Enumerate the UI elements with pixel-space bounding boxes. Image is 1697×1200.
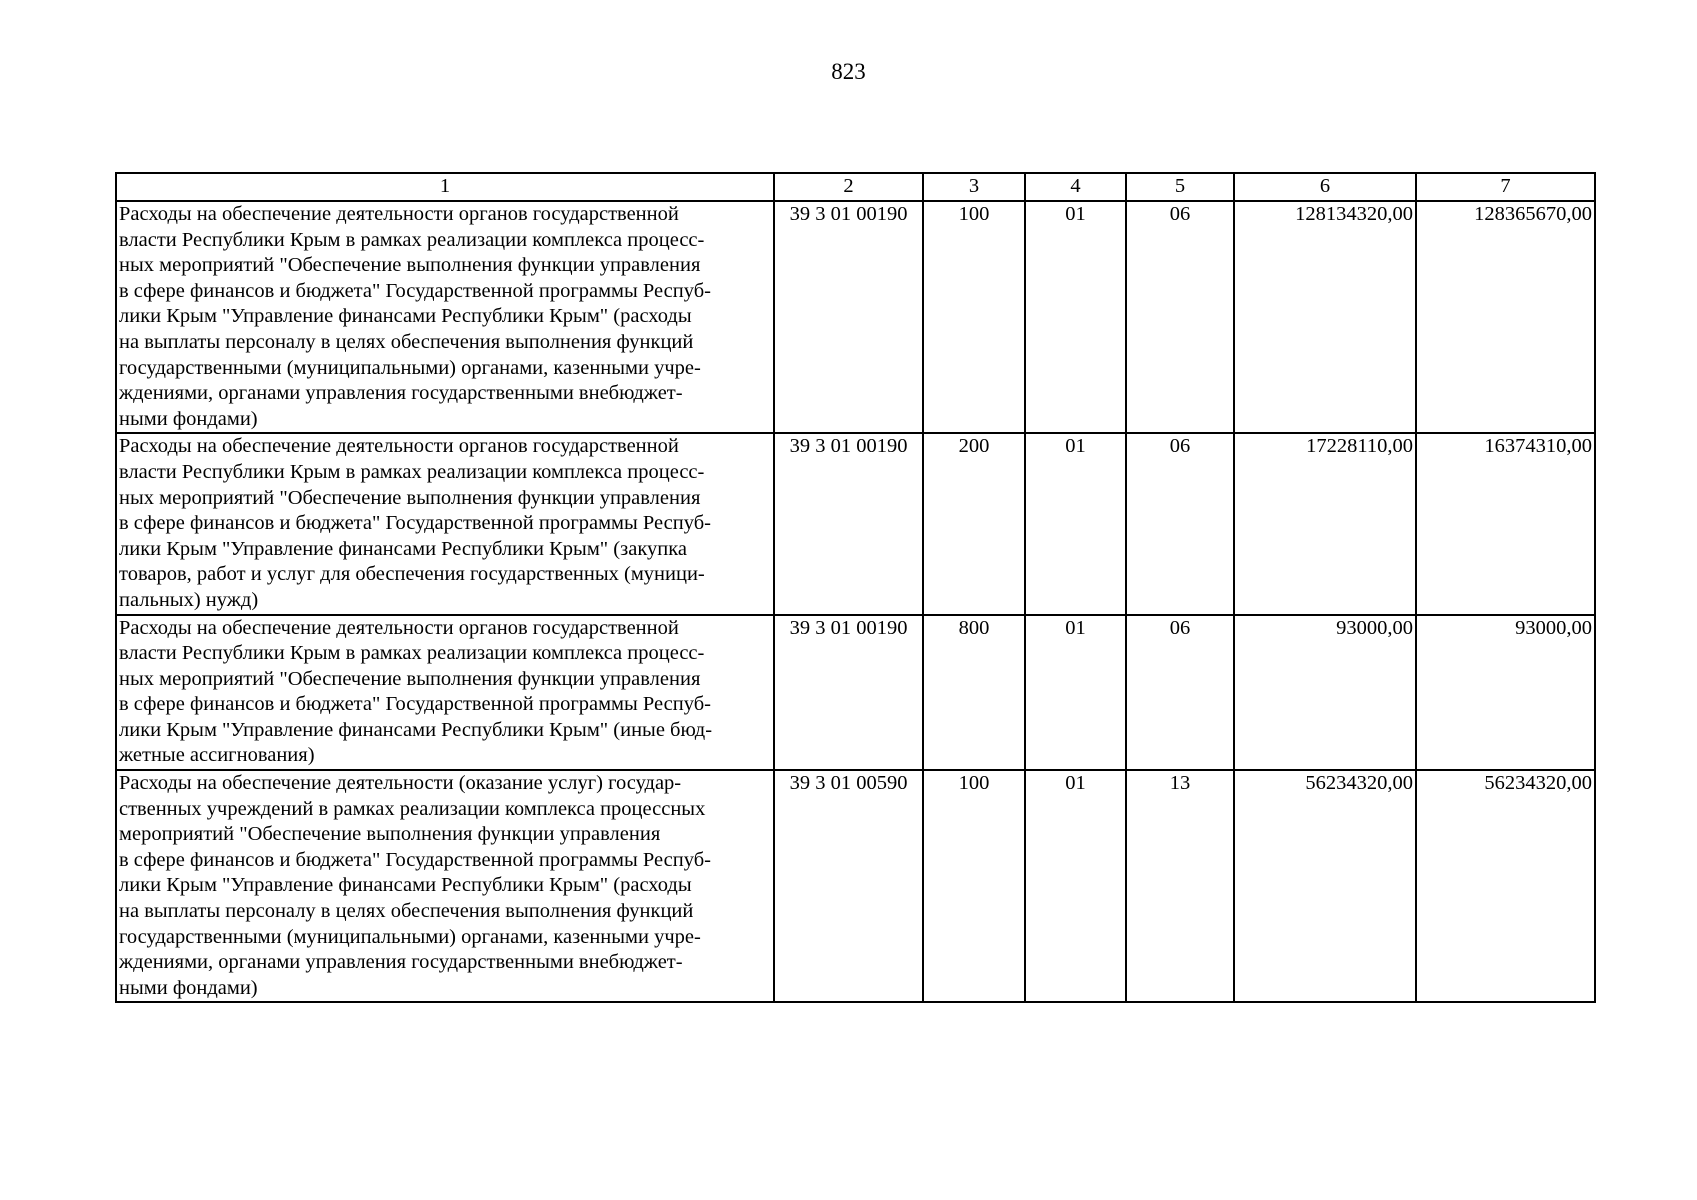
row-section: 01	[1025, 433, 1126, 614]
row-amount-1: 17228110,00	[1234, 433, 1416, 614]
table-header-row	[116, 173, 1595, 201]
row-expense-type: 100	[923, 201, 1025, 433]
column-header-4: 4	[1025, 173, 1126, 201]
row-amount-2: 93000,00	[1416, 615, 1595, 771]
table-row	[116, 201, 1595, 433]
row-amount-2: 128365670,00	[1416, 201, 1595, 433]
page-number: 823	[831, 59, 866, 84]
row-expense-type: 800	[923, 615, 1025, 771]
row-description: Расходы на обеспечение деятельности (оказание услуг) государ- ственных учреждений в рамках реализации комплекса процессных мероприятий "Обеспечение выполнения функции управления в сфере финансов и бюджета" Государственной программы Респуб- лики Крым "Управление финансами Республики Крым" (расходы на выплаты персоналу в целях обеспечения выполнения функций государственными (муниципальными) органами, казенными учре- ждениями, органами управления государственными внебюджет- ными фондами)	[116, 770, 774, 1002]
row-amount-1: 128134320,00	[1234, 201, 1416, 433]
column-header-2: 2	[774, 173, 923, 201]
row-target-code: 39 3 01 00190	[774, 433, 923, 614]
row-target-code: 39 3 01 00190	[774, 201, 923, 433]
table-row	[116, 770, 1595, 1002]
column-header-1: 1	[116, 173, 774, 201]
row-subsection: 06	[1126, 615, 1234, 771]
row-subsection: 13	[1126, 770, 1234, 1002]
column-header-5: 5	[1126, 173, 1234, 201]
row-amount-2: 56234320,00	[1416, 770, 1595, 1002]
row-target-code: 39 3 01 00590	[774, 770, 923, 1002]
row-description: Расходы на обеспечение деятельности органов государственной власти Республики Крым в рамках реализации комплекса процесс- ных мероприятий "Обеспечение выполнения функции управления в сфере финансов и бюджета" Государственной программы Респуб- лики Крым "Управление финансами Республики Крым" (иные бюд- жетные ассигнования)	[116, 615, 774, 771]
column-header-6: 6	[1234, 173, 1416, 201]
row-description: Расходы на обеспечение деятельности органов государственной власти Республики Крым в рамках реализации комплекса процесс- ных мероприятий "Обеспечение выполнения функции управления в сфере финансов и бюджета" Государственной программы Респуб- лики Крым "Управление финансами Республики Крым" (расходы на выплаты персоналу в целях обеспечения выполнения функций государственными (муниципальными) органами, казенными учре- ждениями, органами управления государственными внебюджет- ными фондами)	[116, 201, 774, 433]
table-row	[116, 615, 1595, 771]
row-description: Расходы на обеспечение деятельности органов государственной власти Республики Крым в рамках реализации комплекса процесс- ных мероприятий "Обеспечение выполнения функции управления в сфере финансов и бюджета" Государственной программы Респуб- лики Крым "Управление финансами Республики Крым" (закупка товаров, работ и услуг для обеспечения государственных (муници- пальных) нужд)	[116, 433, 774, 614]
row-amount-1: 56234320,00	[1234, 770, 1416, 1002]
row-subsection: 06	[1126, 201, 1234, 433]
row-section: 01	[1025, 615, 1126, 771]
row-expense-type: 100	[923, 770, 1025, 1002]
budget-table	[115, 172, 1596, 1003]
row-amount-2: 16374310,00	[1416, 433, 1595, 614]
row-expense-type: 200	[923, 433, 1025, 614]
row-target-code: 39 3 01 00190	[774, 615, 923, 771]
row-subsection: 06	[1126, 433, 1234, 614]
column-header-7: 7	[1416, 173, 1595, 201]
row-section: 01	[1025, 770, 1126, 1002]
row-amount-1: 93000,00	[1234, 615, 1416, 771]
table-row	[116, 433, 1595, 614]
row-section: 01	[1025, 201, 1126, 433]
column-header-3: 3	[923, 173, 1025, 201]
